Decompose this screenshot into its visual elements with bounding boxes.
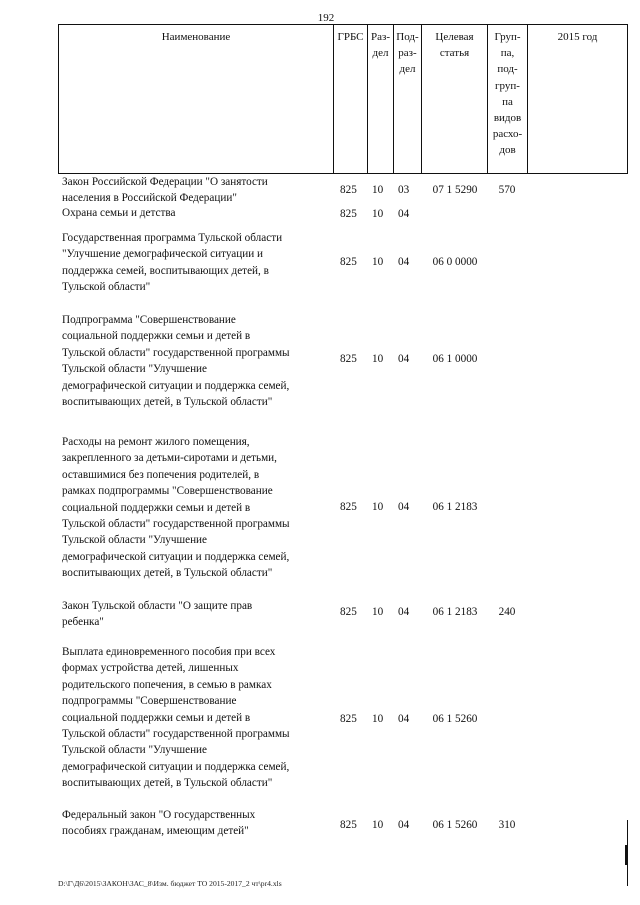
row-podrazdel: 04	[398, 819, 410, 831]
scan-edge-mark	[625, 845, 628, 865]
row-razdel: 10	[372, 501, 384, 513]
row-name: Федеральный закон "О государственных пособиях гражданам, имеющим детей"	[62, 809, 256, 838]
row-group: 310	[498, 819, 516, 831]
row-target: 06 1 5260	[432, 713, 478, 725]
row-podrazdel: 04	[398, 353, 410, 365]
row-group: 570	[498, 184, 516, 196]
row-name: Государственная программа Тульской области "Улучшение демографической ситуации и поддержка семей, воспитывающих детей, в Тульской области"	[62, 232, 283, 294]
header-razdel: Раз- дел	[367, 25, 393, 173]
header-name: Наименование	[161, 31, 231, 43]
row-target: 06 0 0000	[432, 256, 478, 268]
row-razdel: 10	[372, 713, 384, 725]
row-razdel: 10	[372, 819, 384, 831]
row-name: Закон Российской Федерации "О занятости населения в Российской Федерации"	[62, 176, 268, 205]
header-grbs: ГРБС	[333, 25, 367, 173]
row-podrazdel: 04	[398, 713, 410, 725]
row-podrazdel: 04	[398, 256, 410, 268]
row-name: Закон Тульской области "О защите прав ребенка"	[62, 600, 253, 629]
row-group: 240	[498, 606, 516, 618]
row-podrazdel: 04	[398, 208, 410, 220]
row-podrazdel: 03	[398, 184, 410, 196]
file-path-footer: D:\Г\Д6\2015\ЗАКОН\ЗАС_8\Изм. бюджет ТО 2015-2017_2 чт\pr4.xls	[58, 879, 282, 888]
row-razdel: 10	[372, 256, 384, 268]
row-grbs: 825	[340, 819, 357, 831]
row-name: Подпрограмма "Совершенствование социальной поддержки семьи и детей в Тульской области" государственной программы Тульской области "Улучшение демографической ситуации и поддержка семей, воспитывающих детей, в Тульской области"	[62, 314, 290, 409]
row-podrazdel: 04	[398, 606, 410, 618]
row-name: Расходы на ремонт жилого помещения, закрепленного за детьми-сиротами и детьми, оставшимися без попечения родителей, в рамках подпрограммы "Совершенствование социальной поддержки семьи и детей в Тульской области" государственной программы Тульской области "Улучшение демографической ситуации и поддержка семей, воспитывающих детей, в Тульской области"	[62, 436, 290, 580]
header-target: Целевая статья	[421, 25, 487, 173]
row-grbs: 825	[340, 606, 357, 618]
row-target: 06 1 2183	[432, 501, 478, 513]
row-grbs: 825	[340, 713, 357, 725]
row-razdel: 10	[372, 184, 384, 196]
row-grbs: 825	[340, 256, 357, 268]
header-podrazdel: Под- раз- дел	[393, 25, 421, 173]
row-target: 06 1 2183	[432, 606, 478, 618]
row-razdel: 10	[372, 353, 384, 365]
row-grbs: 825	[340, 208, 357, 220]
page-number: 192	[317, 12, 335, 24]
row-name: Охрана семьи и детства	[62, 207, 176, 219]
row-grbs: 825	[340, 353, 357, 365]
row-grbs: 825	[340, 184, 357, 196]
header-group: Груп- па, под- груп- па видов расхо- дов	[487, 25, 527, 173]
row-grbs: 825	[340, 501, 357, 513]
row-target: 07 1 5290	[432, 184, 478, 196]
row-razdel: 10	[372, 606, 384, 618]
table-header	[58, 24, 628, 174]
row-podrazdel: 04	[398, 501, 410, 513]
header-year: 2015 год	[527, 25, 627, 173]
row-target: 06 1 5260	[432, 819, 478, 831]
row-razdel: 10	[372, 208, 384, 220]
row-name: Выплата единовременного пособия при всех формах устройства детей, лишенных родительского попечения, в семью в рамках подпрограммы "Совершенствование социальной поддержки семьи и детей в Тульской области" государственной программы Тульской области "Улучшение демографической ситуации и поддержка семей, воспитывающих детей, в Тульской области"	[62, 646, 290, 790]
row-target: 06 1 0000	[432, 353, 478, 365]
